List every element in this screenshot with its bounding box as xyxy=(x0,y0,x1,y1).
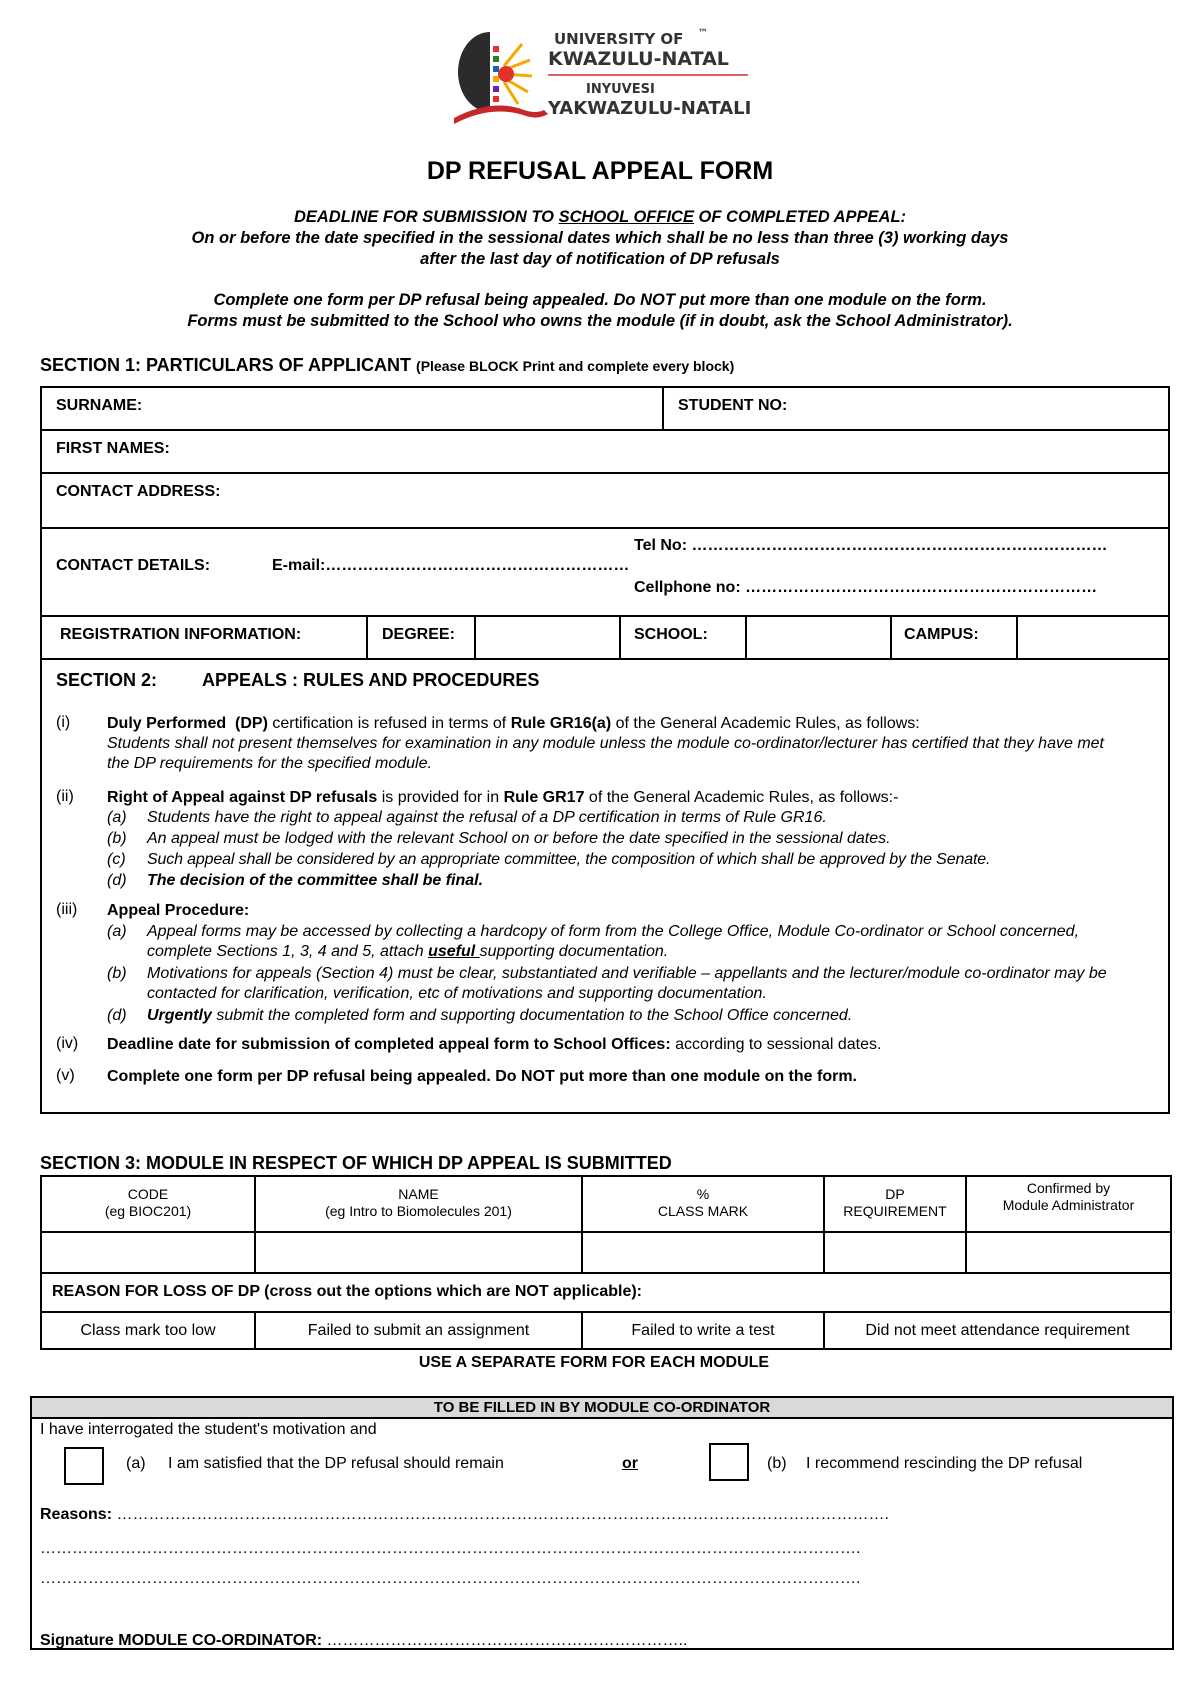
divider xyxy=(1016,615,1018,660)
section-1-title: SECTION 1: PARTICULARS OF APPLICANT xyxy=(40,355,412,375)
col-code-example: (eg BIOC201) xyxy=(104,1203,192,1219)
tel-field[interactable]: Tel No: …………………………………………………………………… xyxy=(634,537,1108,554)
class-mark-field[interactable] xyxy=(585,1235,821,1270)
rule-ii-b-text: An appeal must be lodged with the relevant School on or before the date specified in the sessional dates. xyxy=(147,830,891,847)
instruction-line-1: Complete one form per DP refusal being appealed. Do NOT put more than one module on the form. xyxy=(213,291,987,309)
rule-iii-d-text xyxy=(147,1006,1137,1026)
divider xyxy=(40,1272,1172,1274)
option-b-label: (b) xyxy=(767,1455,787,1472)
rule-ii-bold-1: Right of Appeal against DP refusals xyxy=(107,789,378,806)
module-name-field[interactable] xyxy=(258,1235,579,1270)
section-2-title: APPEALS : RULES AND PROCEDURES xyxy=(202,670,540,690)
rule-iii-d-rest: submit the completed form and supporting documentation to the School Office concerned. xyxy=(211,1007,853,1024)
col-classmark: CLASS MARK xyxy=(657,1203,749,1219)
reason-label: REASON FOR LOSS OF DP (cross out the options which are NOT applicable): xyxy=(52,1283,642,1300)
instruction-line-2: Forms must be submitted to the School who owns the module (if in doubt, ask the School Administrator). xyxy=(187,312,1013,330)
trademark-mark: ™ xyxy=(698,28,708,39)
option-attendance[interactable]: Did not meet attendance requirement xyxy=(865,1322,1130,1339)
coordinator-intro: I have interrogated the student's motivation and xyxy=(40,1421,377,1438)
first-names-field[interactable] xyxy=(200,433,1160,469)
coordinator-header: TO BE FILLED IN BY MODULE CO-ORDINATOR xyxy=(433,1399,771,1416)
col-name: NAME xyxy=(398,1186,439,1202)
dp-requirement-field[interactable] xyxy=(827,1235,963,1270)
rule-i-bold-3: Rule GR16(a) xyxy=(510,715,612,732)
option-a-checkbox[interactable] xyxy=(64,1447,104,1485)
col-code-header xyxy=(42,1186,254,1220)
reasons-line-3[interactable]: ………………………………………………………………………………………………………………………………………. xyxy=(40,1570,861,1587)
deadline-suffix: OF COMPLETED APPEAL: xyxy=(693,208,907,226)
or-label: or xyxy=(622,1455,638,1472)
module-code-field[interactable] xyxy=(44,1235,252,1270)
rule-v-number: (v) xyxy=(56,1067,75,1084)
divider xyxy=(619,615,621,660)
first-names-label: FIRST NAMES: xyxy=(56,440,170,457)
campus-field[interactable] xyxy=(1020,619,1166,655)
logo-line-4: YAKWAZULU-NATALI xyxy=(548,98,752,119)
rule-iii-heading: Appeal Procedure: xyxy=(107,902,250,919)
reasons-dots: ………………………………………………………………………………………………………………………………. xyxy=(116,1506,889,1523)
rule-iii-a-text xyxy=(147,922,1137,962)
rule-iv-number: (iv) xyxy=(56,1035,79,1052)
signature-label: Signature MODULE CO-ORDINATOR: xyxy=(40,1632,323,1649)
rule-ii-c-text: Such appeal shall be considered by an appropriate committee, the composition of which shall be approved by the Senate. xyxy=(147,851,991,868)
deadline-school-office: SCHOOL OFFICE xyxy=(558,208,694,226)
divider xyxy=(40,527,1170,529)
col-code: CODE xyxy=(127,1186,169,1202)
option-class-mark-low[interactable]: Class mark too low xyxy=(80,1322,216,1339)
deadline-prefix: DEADLINE FOR SUBMISSION TO xyxy=(293,208,559,226)
email-field[interactable]: E-mail:………………………………………………… xyxy=(272,557,630,574)
divider xyxy=(40,1231,1172,1233)
rule-iv-rest: according to sessional dates. xyxy=(670,1036,882,1053)
campus-label: CAMPUS: xyxy=(904,626,979,643)
logo-line-2: KWAZULU-NATAL xyxy=(548,48,729,70)
col-confirmed-1: Confirmed by xyxy=(1026,1180,1111,1196)
rule-iii-b-text: Motivations for appeals (Section 4) must be clear, substantiated and verifiable – appellants and the lecturer/module co-ordinator may be contacted for clarification, verification, etc of motivations and supporting documentation. xyxy=(147,965,1107,1002)
rule-iii-number: (iii) xyxy=(56,901,78,918)
rule-i-bold-2: (DP) xyxy=(235,715,268,732)
deadline-heading xyxy=(0,208,1200,227)
university-logo xyxy=(452,26,782,132)
contact-details-label: CONTACT DETAILS: xyxy=(56,557,211,574)
rule-i-number: (i) xyxy=(56,714,71,731)
rule-iv-bold: Deadline date for submission of completed appeal form to School Offices: xyxy=(107,1036,671,1053)
rule-ii-bold-2: Rule GR17 xyxy=(503,789,585,806)
surname-label: SURNAME: xyxy=(56,397,143,414)
separate-form-note: USE A SEPARATE FORM FOR EACH MODULE xyxy=(418,1354,770,1371)
divider xyxy=(40,429,1170,431)
degree-label: DEGREE: xyxy=(382,626,455,643)
cellphone-field[interactable]: Cellphone no: ………………………………………………………… xyxy=(634,579,1098,596)
rule-i-text xyxy=(107,714,1127,774)
section-2-number: SECTION 2: xyxy=(56,670,158,690)
signature-line[interactable] xyxy=(40,1632,687,1650)
deadline-line-3: after the last day of notification of DP refusals xyxy=(420,250,780,268)
col-requirement: REQUIREMENT xyxy=(843,1203,947,1219)
rule-iii-a-text-1: Appeal forms may be accessed by collecting a hardcopy of form from the College Office, Module Co-ordinator or School concerned, complete Sections 1, 3, 4 and 5, attach xyxy=(147,923,1080,960)
rule-iii-d-label: (d) xyxy=(107,1007,127,1024)
rule-ii-a-text: Students have the right to appeal against the refusal of a DP certification in terms of Rule GR16. xyxy=(147,809,827,826)
option-b-checkbox[interactable] xyxy=(709,1443,749,1481)
logo-line-3: INYUVESI xyxy=(586,82,655,97)
confirmed-by-field[interactable] xyxy=(969,1235,1168,1270)
rule-iii-d-bold: Urgently xyxy=(147,1007,212,1024)
section-1-note: (Please BLOCK Print and complete every block) xyxy=(416,358,735,374)
rule-ii-b-label: (b) xyxy=(107,830,127,847)
divider xyxy=(40,1311,1172,1313)
divider xyxy=(40,615,1170,617)
rule-ii-text xyxy=(107,788,1137,808)
divider xyxy=(745,615,747,660)
page-title: DP REFUSAL APPEAL FORM xyxy=(426,157,774,185)
signature-dots: ………………………………………………………….. xyxy=(326,1632,688,1649)
divider xyxy=(890,615,892,660)
col-dp: DP xyxy=(885,1186,905,1202)
col-percent: % xyxy=(696,1186,710,1202)
divider xyxy=(40,658,1170,660)
school-label: SCHOOL: xyxy=(634,626,708,643)
option-failed-test[interactable]: Failed to write a test xyxy=(631,1322,775,1339)
option-b-text: I recommend rescinding the DP refusal xyxy=(806,1455,1083,1472)
section-3-heading: SECTION 3: MODULE IN RESPECT OF WHICH DP APPEAL IS SUBMITTED xyxy=(40,1153,672,1173)
logo-divider xyxy=(548,74,748,76)
rule-ii-a-label: (a) xyxy=(107,809,127,826)
option-failed-assignment[interactable]: Failed to submit an assignment xyxy=(307,1322,530,1339)
deadline-line-2: On or before the date specified in the sessional dates which shall be no less than three (3) working days xyxy=(191,229,1009,247)
divider xyxy=(474,615,476,660)
section-1-heading xyxy=(40,355,734,376)
rule-iii-a-text-2: supporting documentation. xyxy=(479,943,669,960)
rule-ii-d-label: (d) xyxy=(107,872,127,889)
col-classmark-header xyxy=(583,1186,823,1220)
school-field[interactable] xyxy=(749,619,887,655)
rule-ii-c-label: (c) xyxy=(107,851,126,868)
col-confirmed-2: Module Administrator xyxy=(1002,1197,1135,1213)
col-name-example: (eg Intro to Biomolecules 201) xyxy=(325,1203,512,1219)
rule-i-italic: Students shall not present themselves for examination in any module unless the module co-ordinator/lecturer has certified that they have met the DP requirements for the specified module. xyxy=(107,735,1104,772)
rule-i-text-1: certification is refused in terms of xyxy=(267,715,511,732)
option-a-text: I am satisfied that the DP refusal should remain xyxy=(168,1455,504,1472)
col-name-header xyxy=(256,1186,581,1220)
rule-i-text-2: of the General Academic Rules, as follows: xyxy=(611,715,920,732)
section-2-heading xyxy=(56,670,540,691)
col-confirmed-header xyxy=(967,1180,1170,1214)
col-dp-header xyxy=(825,1186,965,1220)
rule-ii-text-1: is provided for in xyxy=(377,789,504,806)
rule-iv-text xyxy=(107,1035,1137,1055)
contact-address-label: CONTACT ADDRESS: xyxy=(56,483,221,500)
logo-line-1: UNIVERSITY OF xyxy=(554,30,684,48)
student-no-field[interactable] xyxy=(820,390,1160,426)
rule-v-text: Complete one form per DP refusal being appealed. Do NOT put more than one module on the form. xyxy=(107,1068,857,1085)
rule-ii-number: (ii) xyxy=(56,788,74,805)
reasons-line-1[interactable] xyxy=(40,1506,889,1524)
student-no-label: STUDENT NO: xyxy=(678,397,788,414)
registration-label: REGISTRATION INFORMATION: xyxy=(60,626,302,643)
reasons-label: Reasons: xyxy=(40,1506,113,1523)
option-a-label: (a) xyxy=(126,1455,146,1472)
contact-address-field[interactable] xyxy=(250,476,1160,524)
rule-iii-b-label: (b) xyxy=(107,965,127,982)
reasons-line-2[interactable]: ………………………………………………………………………………………………………………………………………. xyxy=(40,1540,861,1557)
rule-iii-a-useful: useful xyxy=(428,943,480,960)
divider xyxy=(366,615,368,660)
degree-field[interactable] xyxy=(478,619,616,655)
rule-iii-a-label: (a) xyxy=(107,923,127,940)
divider xyxy=(40,472,1170,474)
surname-field[interactable] xyxy=(200,390,655,426)
divider xyxy=(662,386,664,431)
rule-ii-d-text: The decision of the committee shall be final. xyxy=(147,872,484,889)
rule-i-bold-1: Duly Performed xyxy=(107,715,227,732)
rule-ii-text-2: of the General Academic Rules, as follows:- xyxy=(584,789,899,806)
